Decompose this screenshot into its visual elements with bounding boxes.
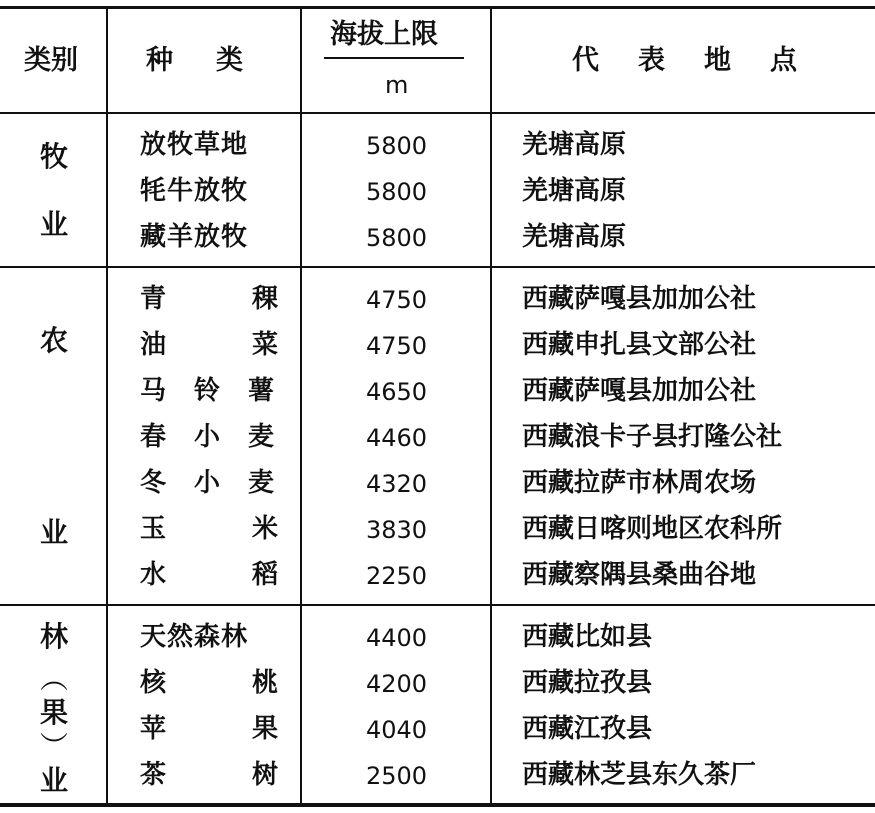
altitude-cell: 4460: [366, 424, 428, 452]
location-cell: 西藏江孜县: [522, 714, 653, 744]
altitude-cell: 4200: [366, 670, 428, 698]
kind-cell: 放牧草地: [140, 130, 249, 160]
kind-cell: 青 稞: [140, 284, 309, 314]
category-char: 业: [40, 208, 69, 241]
kind-cell: 玉 米: [140, 514, 309, 544]
header-location: 代 表 地 点: [572, 45, 803, 76]
altitude-cell: 4750: [366, 286, 428, 314]
header-kind: 种 类: [146, 45, 251, 76]
location-cell: 西藏林芝县东久茶厂: [522, 760, 757, 790]
category-char: 农: [40, 324, 69, 357]
category-char: 业: [40, 516, 69, 549]
location-cell: 西藏察隅县桑曲谷地: [522, 560, 757, 590]
category-char: 果: [40, 696, 69, 729]
header-altitude-unit: m: [385, 71, 409, 99]
location-cell: 西藏比如县: [522, 622, 653, 652]
altitude-cell: 5800: [366, 224, 428, 252]
kind-cell: 苹 果: [140, 714, 309, 744]
location-cell: 西藏萨嘎县加加公社: [522, 376, 757, 406]
column-divider: [106, 8, 108, 804]
altitude-cell: 2250: [366, 562, 428, 590]
kind-cell: 冬小麦: [140, 468, 303, 498]
category-char: 业: [40, 764, 69, 797]
group-divider-rule: [0, 604, 875, 606]
kind-cell: 油 菜: [140, 330, 309, 360]
kind-cell: 核 桃: [140, 668, 309, 698]
group-divider-rule: [0, 266, 875, 268]
location-cell: 西藏日喀则地区农科所: [522, 514, 783, 544]
table-top-rule: [0, 6, 875, 9]
location-cell: 羌塘高原: [522, 130, 627, 160]
header-altitude: 海拔上限: [330, 19, 438, 50]
location-cell: 羌塘高原: [522, 222, 627, 252]
category-char: 林: [40, 620, 69, 653]
location-cell: 西藏拉孜县: [522, 668, 653, 698]
kind-cell: 茶 树: [140, 760, 309, 790]
header-category: 类别: [24, 45, 78, 76]
category-char: ︵: [40, 662, 69, 695]
altitude-cell: 3830: [366, 516, 428, 544]
column-divider: [490, 8, 492, 804]
altitude-cell: 4320: [366, 470, 428, 498]
kind-cell: 水 稻: [140, 560, 309, 590]
kind-cell: 春小麦: [140, 422, 303, 452]
altitude-cell: 5800: [366, 178, 428, 206]
altitude-cell: 2500: [366, 762, 428, 790]
location-cell: 西藏浪卡子县打隆公社: [522, 422, 783, 452]
category-char: ︶: [40, 730, 69, 763]
location-cell: 西藏拉萨市林周农场: [522, 468, 757, 498]
altitude-cell: 5800: [366, 132, 428, 160]
location-cell: 羌塘高原: [522, 176, 627, 206]
altitude-cell: 4650: [366, 378, 428, 406]
kind-cell: 藏羊放牧: [140, 222, 249, 252]
altitude-cell: 4040: [366, 716, 428, 744]
kind-cell: 天然森林: [140, 622, 249, 652]
altitude-unit-fraction-bar: [324, 57, 464, 59]
location-cell: 西藏申扎县文部公社: [522, 330, 757, 360]
kind-cell: 马铃薯: [140, 376, 303, 406]
altitude-cell: 4400: [366, 624, 428, 652]
kind-cell: 牦牛放牧: [140, 176, 249, 206]
header-bottom-rule: [0, 112, 875, 114]
altitude-cell: 4750: [366, 332, 428, 360]
table-bottom-rule: [0, 803, 875, 807]
category-char: 牧: [40, 140, 69, 173]
location-cell: 西藏萨嘎县加加公社: [522, 284, 757, 314]
